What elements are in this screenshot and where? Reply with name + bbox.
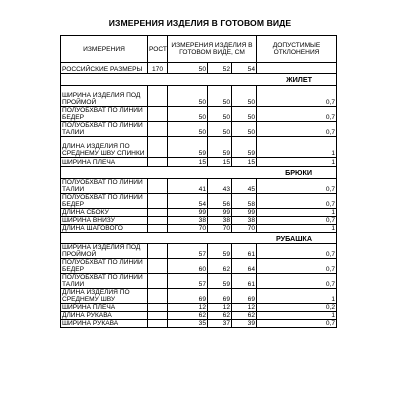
size-tolerance-cell: [257, 63, 337, 74]
measurement-name: ПОЛУОБХВАТ ПО ЛИНИИ БЕДЕР: [61, 194, 148, 209]
height-cell: [148, 274, 168, 289]
measurement-value: 59: [208, 274, 232, 289]
sizes-row: [61, 63, 337, 74]
header-measurements: ИЗМЕРЕНИЯ: [61, 36, 148, 63]
height-cell: [148, 179, 168, 194]
measurement-row: [61, 225, 337, 233]
section-row: [61, 233, 337, 244]
section-row: [61, 74, 337, 86]
measurement-value: 43: [208, 179, 232, 194]
size-cell: 50: [168, 63, 208, 74]
measurement-name: ДЛИНА ИЗДЕЛИЯ ПО СРЕДНЕМУ ШВУ: [61, 289, 148, 304]
measurement-value: 69: [232, 289, 257, 304]
measurement-value: 61: [232, 274, 257, 289]
measurement-value: 62: [208, 259, 232, 274]
measurement-value: 50: [168, 86, 208, 107]
section-row: [61, 167, 337, 179]
measurement-name: ПОЛУОБХВАТ ПО ЛИНИИ ТАЛИИ: [61, 122, 148, 137]
measurement-row: [61, 158, 337, 167]
measurement-value: 45: [232, 179, 257, 194]
height-cell: [148, 86, 168, 107]
measurement-value: 38: [168, 217, 208, 225]
tolerance-value: 0,7: [257, 274, 337, 289]
measurement-row: [61, 217, 337, 225]
measurement-name: ПОЛУОБХВАТ ПО ЛИНИИ БЕДЕР: [61, 107, 148, 122]
measurement-row: [61, 107, 337, 122]
measurement-value: 70: [208, 225, 232, 233]
measurement-row: [61, 86, 337, 107]
measurement-value: 50: [232, 107, 257, 122]
measurement-name: ПОЛУОБХВАТ ПО ЛИНИИ ТАЛИИ: [61, 274, 148, 289]
tolerance-value: 1: [257, 209, 337, 217]
measurement-value: 50: [168, 122, 208, 137]
tolerance-value: 0,7: [257, 122, 337, 137]
height-cell: [148, 244, 168, 259]
measurement-value: 99: [168, 209, 208, 217]
tolerance-value: 0,7: [257, 244, 337, 259]
measurement-name: ШИРИНА ИЗДЕЛИЯ ПОД ПРОЙМОЙ: [61, 244, 148, 259]
measurement-value: 12: [208, 304, 232, 312]
section-title: РУБАШКА: [61, 233, 337, 244]
measurement-value: 70: [232, 225, 257, 233]
tolerance-value: 0,7: [257, 320, 337, 328]
section-title: БРЮКИ: [61, 167, 337, 179]
measurement-value: 38: [208, 217, 232, 225]
measurement-name: ДЛИНА СБОКУ: [61, 209, 148, 217]
measurement-value: 69: [208, 289, 232, 304]
measurement-row: [61, 209, 337, 217]
measurement-value: 62: [168, 312, 208, 320]
sizes-row-label: РОССИЙСКИЕ РАЗМЕРЫ: [61, 63, 148, 74]
height-cell: [148, 312, 168, 320]
measurement-name: ДЛИНА ШАГОВОГО: [61, 225, 148, 233]
height-cell: [148, 304, 168, 312]
measurement-row: [61, 259, 337, 274]
measurement-value: 15: [168, 158, 208, 167]
measurement-value: 15: [208, 158, 232, 167]
measurement-name: ШИРИНА ПЛЕЧА: [61, 304, 148, 312]
measurement-name: ДЛИНА РУКАВА: [61, 312, 148, 320]
tolerance-value: 0,7: [257, 86, 337, 107]
tolerance-value: 1: [257, 137, 337, 158]
measurement-row: [61, 137, 337, 158]
measurement-value: 57: [168, 244, 208, 259]
measurement-value: 50: [232, 86, 257, 107]
measurement-name: ДЛИНА ИЗДЕЛИЯ ПО СРЕДНЕМУ ШВУ СПИНКИ: [61, 137, 148, 158]
measurement-name: ШИРИНА РУКАВА: [61, 320, 148, 328]
measurement-value: 59: [232, 137, 257, 158]
measurement-name: ПОЛУОБХВАТ ПО ЛИНИИ БЕДЕР: [61, 259, 148, 274]
tolerance-value: 0,7: [257, 107, 337, 122]
measurement-value: 50: [208, 107, 232, 122]
height-cell: [148, 158, 168, 167]
table-header-row: [61, 36, 337, 63]
tolerance-value: 0,7: [257, 259, 337, 274]
section-title: ЖИЛЕТ: [61, 74, 337, 86]
measurement-value: 69: [168, 289, 208, 304]
measurement-name: ШИРИНА ВНИЗУ: [61, 217, 148, 225]
tolerance-value: 0,2: [257, 304, 337, 312]
height-cell: [148, 194, 168, 209]
page-title: ИЗМЕРЕНИЯ ИЗДЕЛИЯ В ГОТОВОМ ВИДЕ: [108, 18, 292, 28]
height-cell: [148, 259, 168, 274]
measurement-value: 58: [232, 194, 257, 209]
measurement-value: 39: [232, 320, 257, 328]
header-finished-measurements: ИЗМЕРЕНИЯ ИЗДЕЛИЯ В ГОТОВОМ ВИДЕ, СМ: [168, 36, 257, 63]
measurement-value: 15: [232, 158, 257, 167]
height-cell: [148, 217, 168, 225]
measurement-value: 50: [208, 86, 232, 107]
measurement-row: [61, 179, 337, 194]
measurement-value: 56: [208, 194, 232, 209]
measurement-row: [61, 320, 337, 328]
measurement-value: 50: [168, 107, 208, 122]
height-cell: [148, 225, 168, 233]
measurement-value: 59: [208, 244, 232, 259]
height-cell: [148, 320, 168, 328]
measurement-value: 41: [168, 179, 208, 194]
measurement-value: 57: [168, 274, 208, 289]
sizes-row-height: 170: [148, 63, 168, 74]
measurement-row: [61, 312, 337, 320]
tolerance-value: 1: [257, 225, 337, 233]
measurement-row: [61, 274, 337, 289]
measurement-value: 35: [168, 320, 208, 328]
measurement-value: 50: [208, 122, 232, 137]
measurement-name: ШИРИНА ИЗДЕЛИЯ ПОД ПРОЙМОЙ: [61, 86, 148, 107]
measurement-row: [61, 289, 337, 304]
measurement-name: ШИРИНА ПЛЕЧА: [61, 158, 148, 167]
measurement-value: 59: [168, 137, 208, 158]
header-tolerances: ДОПУСТИМЫЕ ОТКЛОНЕНИЯ: [257, 36, 337, 63]
measurement-value: 54: [168, 194, 208, 209]
measurement-value: 37: [208, 320, 232, 328]
tolerance-value: 1: [257, 158, 337, 167]
header-height: РОСТ: [148, 36, 168, 63]
size-cell: 54: [232, 63, 257, 74]
measurement-value: 12: [168, 304, 208, 312]
measurement-row: [61, 244, 337, 259]
measurement-row: [61, 122, 337, 137]
measurement-value: 99: [232, 209, 257, 217]
height-cell: [148, 209, 168, 217]
measurement-value: 12: [232, 304, 257, 312]
measurement-value: 62: [232, 312, 257, 320]
measurement-value: 50: [232, 122, 257, 137]
size-cell: 52: [208, 63, 232, 74]
height-cell: [148, 289, 168, 304]
measurement-value: 62: [208, 312, 232, 320]
measurement-value: 61: [232, 244, 257, 259]
measurement-value: 60: [168, 259, 208, 274]
measurement-value: 59: [208, 137, 232, 158]
measurement-value: 38: [232, 217, 257, 225]
measurements-table: [60, 35, 337, 328]
measurement-value: 99: [208, 209, 232, 217]
measurement-row: [61, 304, 337, 312]
tolerance-value: 0,7: [257, 194, 337, 209]
measurement-row: [61, 194, 337, 209]
tolerance-value: 0,7: [257, 217, 337, 225]
height-cell: [148, 107, 168, 122]
tolerance-value: 1: [257, 289, 337, 304]
height-cell: [148, 122, 168, 137]
measurement-value: 64: [232, 259, 257, 274]
measurements-table-body: [61, 36, 337, 328]
tolerance-value: 1: [257, 312, 337, 320]
height-cell: [148, 137, 168, 158]
tolerance-value: 0,7: [257, 179, 337, 194]
measurement-name: ПОЛУОБХВАТ ПО ЛИНИИ ТАЛИИ: [61, 179, 148, 194]
measurement-value: 70: [168, 225, 208, 233]
